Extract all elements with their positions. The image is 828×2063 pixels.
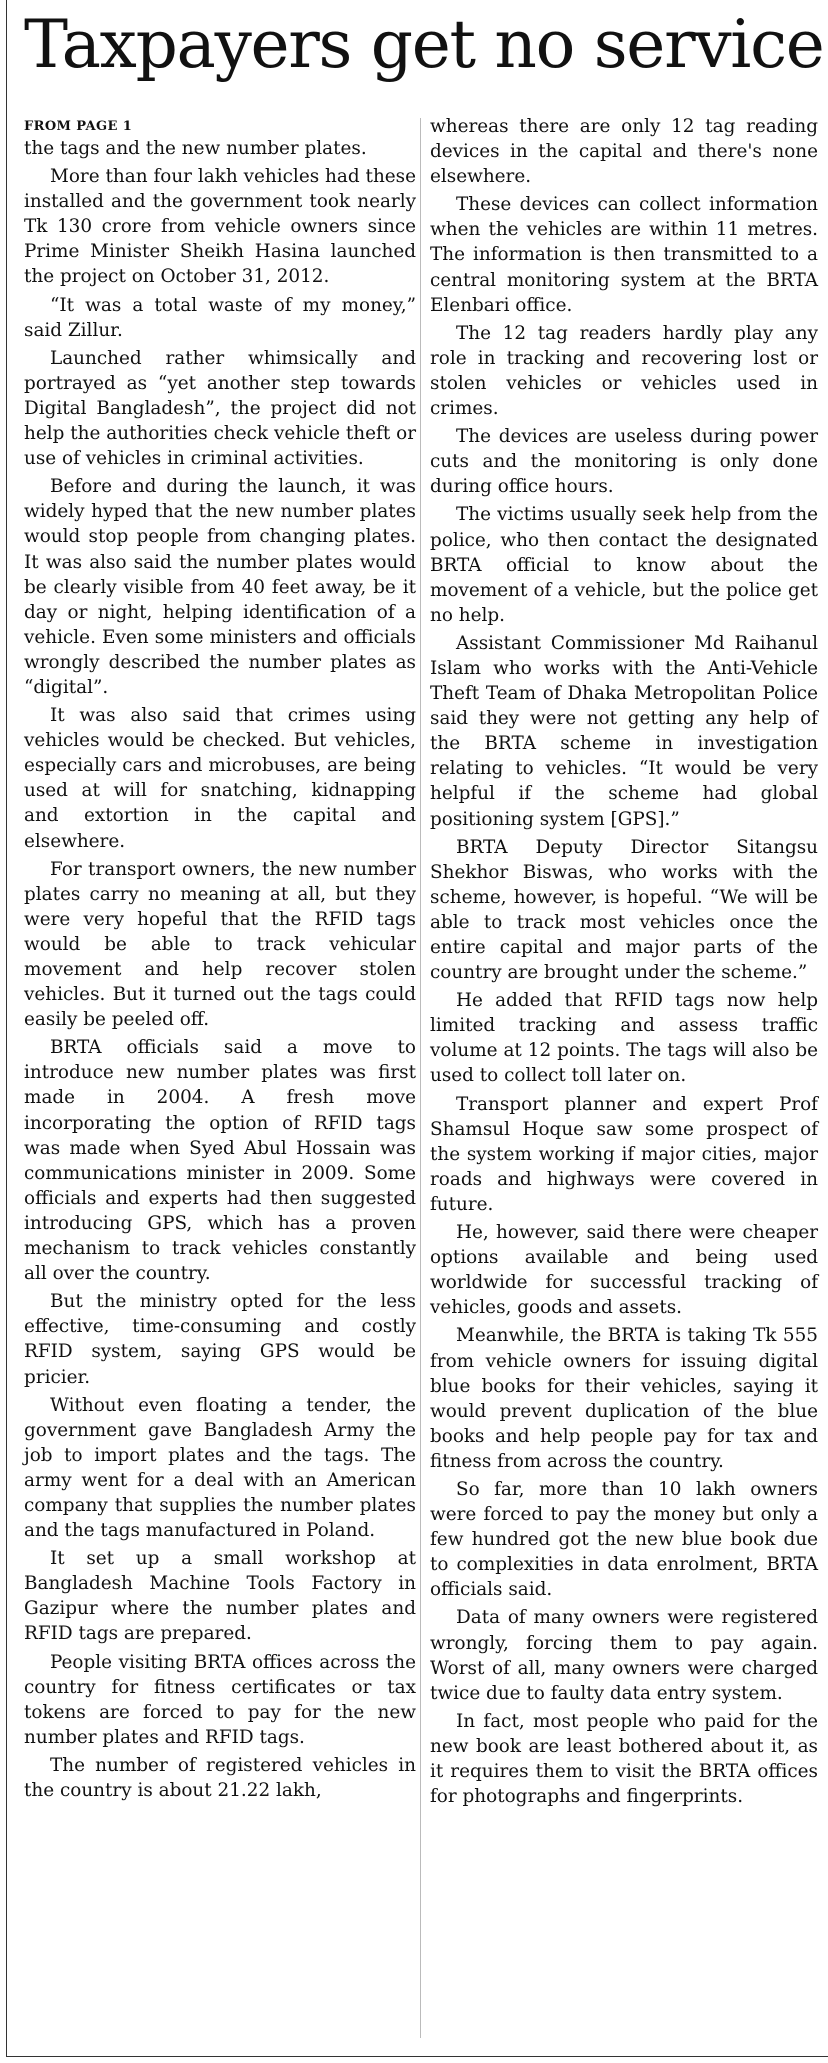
paragraph: whereas there are only 12 tag reading devices in the capital and there's none elsewhere. xyxy=(430,116,818,188)
paragraph: Data of many owners were registered wrongly, forcing them to pay again. Worst of all, many owners were charged twice due to faulty data entry system. xyxy=(430,1607,818,1704)
paragraph: More than four lakh vehicles had these installed and the government took nearly Tk 130 crore from vehicle owners since Prime Minister Sheikh Hasina launched the project on October 31, 2012. xyxy=(24,166,416,288)
paragraph: Assistant Commissioner Md Raihanul Islam who works with the Anti-Vehicle Theft Team of Dhaka Metropolitan Police said they were not getting any help of the BRTA scheme in investigation relating to vehicles. “It would be very helpful if the scheme had global positioning system [GPS].” xyxy=(430,632,818,830)
paragraph: Before and during the launch, it was widely hyped that the new number plates would stop people from changing plates. It was also said the number plates would be clearly visible from 40 feet away, be it day or night, helping identification of a vehicle. Even some ministers and officials wrongly described the number plates as “digital”. xyxy=(24,476,416,698)
article-column-1 xyxy=(24,118,416,1806)
paragraph: Transport planner and expert Prof Shamsul Hoque saw some prospect of the system working if major cities, major roads and highways were covered in future. xyxy=(430,1093,818,1215)
paragraph: Without even floating a tender, the government gave Bangladesh Army the job to import plates and the tags. The army went for a deal with an American company that supplies the number plates and the tags manufactured in Poland. xyxy=(24,1394,416,1542)
article-column-2 xyxy=(430,114,818,1812)
paragraph: The 12 tag readers hardly play any role in tracking and recovering lost or stolen vehicles or vehicles used in crimes. xyxy=(430,322,818,420)
paragraph: The devices are useless during power cuts and the monitoring is only done during office hours. xyxy=(430,426,818,498)
paragraph: These devices can collect information when the vehicles are within 11 metres. The information is then transmitted to a central monitoring system at the BRTA Elenbari office. xyxy=(430,194,818,316)
headline: Taxpayers get no service xyxy=(24,6,824,83)
paragraph: For transport owners, the new number plates carry no meaning at all, but they were very hopeful that the RFID tags would be able to track vehicular movement and help recover stolen vehicles. But it turned out the tags could easily be peeled off. xyxy=(24,858,416,1031)
paragraph: The number of registered vehicles in the country is about 21.22 lakh, xyxy=(24,1754,416,1801)
bottom-border-rule xyxy=(6,2056,828,2057)
paragraph: It was also said that crimes using vehicles would be checked. But vehicles, especially cars and microbuses, are being used at will for snatching, kidnapping and extortion in the capital and elsewhere. xyxy=(24,705,416,852)
paragraph: People visiting BRTA offices across the country for fitness certificates or tax tokens are forced to pay for the new number plates and RFID tags. xyxy=(24,1651,416,1748)
left-border-rule xyxy=(6,0,7,2057)
paragraph: In fact, most people who paid for the new book are least bothered about it, as it requires them to visit the BRTA offices for photographs and fingerprints. xyxy=(430,1710,818,1808)
paragraph: It set up a small workshop at Bangladesh Machine Tools Factory in Gazipur where the number plates and RFID tags are prepared. xyxy=(24,1548,416,1645)
paragraph: He added that RFID tags now help limited tracking and assess traffic volume at 12 points. The tags will also be used to collect toll later on. xyxy=(430,990,818,1087)
column-divider xyxy=(420,118,421,2038)
paragraph: But the ministry opted for the less effective, time-consuming and costly RFID system, saying GPS would be pricier. xyxy=(24,1291,416,1388)
paragraph: Launched rather whimsically and portrayed as “yet another step towards Digital Bangladesh”, the project did not help the authorities check vehicle theft or use of vehicles in criminal activities. xyxy=(24,347,416,470)
paragraph: Meanwhile, the BRTA is taking Tk 555 from vehicle owners for issuing digital blue books for their vehicles, saying it would prevent duplication of the blue books and help people pay for tax and fitness from across the country. xyxy=(430,1325,818,1472)
paragraph: He, however, said there were cheaper options available and being used worldwide for successful tracking of vehicles, goods and assets. xyxy=(430,1222,818,1319)
paragraph: BRTA Deputy Director Sitangsu Shekhor Biswas, who works with the scheme, however, is hopeful. “We will be able to track most vehicles once the entire capital and major parts of the country are brought under the scheme.” xyxy=(430,836,818,984)
paragraph: “It was a total waste of my money,” said Zillur. xyxy=(24,294,416,341)
paragraph: BRTA officials said a move to introduce new number plates was first made in 2004. A fresh move incorporating the option of RFID tags was made when Syed Abul Hossain was communications minister in 2009. Some officials and experts had then suggested introducing GPS, which has a proven mechanism to track vehicles constantly all over the country. xyxy=(24,1037,416,1285)
paragraph: The victims usually seek help from the police, who then contact the designated BRTA official to know about the movement of a vehicle, but the police get no help. xyxy=(430,504,818,626)
paragraph: the tags and the new number plates. xyxy=(24,138,367,159)
continuation-kicker: FROM PAGE 1 xyxy=(24,119,133,134)
paragraph: So far, more than 10 lakh owners were forced to pay the money but only a few hundred got the new blue book due to complexities in data enrolment, BRTA officials said. xyxy=(430,1478,818,1601)
